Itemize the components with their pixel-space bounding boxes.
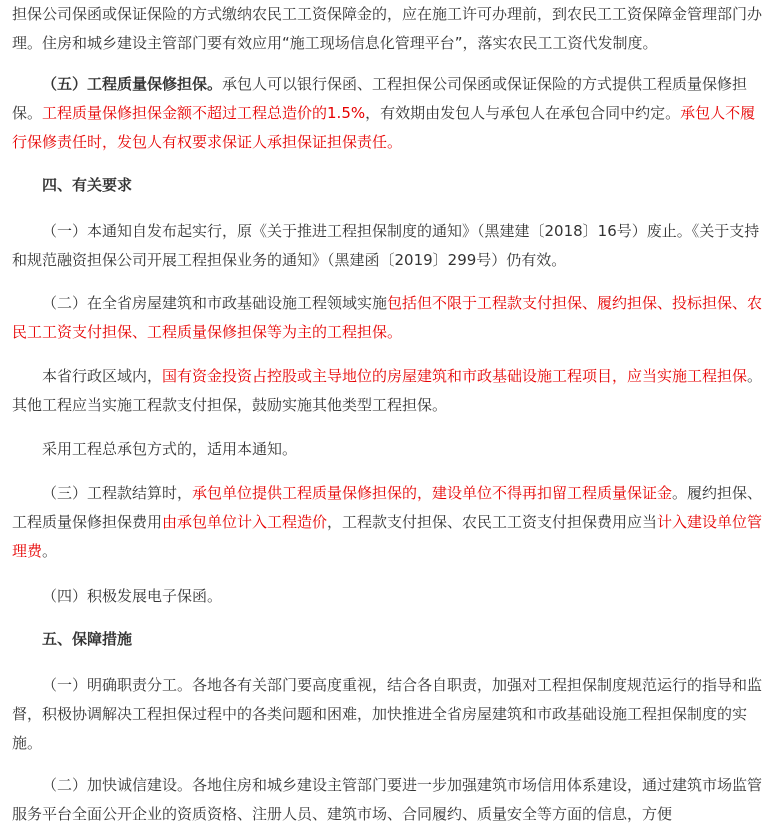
text-span: 采用工程总承包方式的，适用本通知。 xyxy=(42,440,298,458)
text-span: （二）加快诚信建设。各地住房和城乡建设主管部门要进一步加强建筑市场信用体系建设，通过建筑市场监管服务平台全面公开企业的资质资格、注册人员、建筑市场、合同履约、质量安全等方面的信息，方便 xyxy=(12,776,763,823)
text-span: 本省行政区域内， xyxy=(42,367,163,385)
paragraph-requirement-one xyxy=(12,217,770,275)
paragraph-quality-warranty-guarantee xyxy=(12,70,770,157)
highlight-text: 承包人不履行保修责任时，发包人有权要求保证人承担保证担保责任。 xyxy=(12,104,756,151)
text-span: （四）积极发展电子保函。 xyxy=(42,587,223,605)
paragraph-requirement-two xyxy=(12,289,770,347)
section-heading-requirements: 四、有关要求 xyxy=(42,176,133,194)
text-span: ，有效期由发包人与承包人在承包合同中约定。 xyxy=(365,104,681,122)
highlight-text: 计入建设单位管理费 xyxy=(12,513,763,560)
paragraph-safeguard-one xyxy=(12,671,770,758)
section-heading-safeguards: 五、保障措施 xyxy=(42,630,133,648)
highlight-text: 国有资金投资占控股或主导地位的房屋建筑和市政基础设施工程项目，应当实施工程担保 xyxy=(162,367,748,385)
text-span: （二）在全省房屋建筑和市政基础设施工程领域实施 xyxy=(42,294,388,312)
text-span: 担保公司保函或保证保险的方式缴纳农民工工资保障金的，应在施工许可办理前，到农民工工资保障金管理部门办理。住房和城乡建设主管部门要有效应用“施工现场信息化管理平台”，落实农民工工资代发制度。 xyxy=(12,5,763,52)
text-span: （一）明确职责分工。各地各有关部门要高度重视，结合各自职责，加强对工程担保制度规范运行的指导和监督，积极协调解决工程担保过程中的各类问题和困难，加快推进全省房屋建筑和市政基础设施工程担保制度的实施。 xyxy=(12,676,763,752)
text-span: （三）工程款结算时， xyxy=(42,484,193,502)
paragraph-requirement-four xyxy=(12,582,770,611)
section-five-title: （五）工程质量保修担保。 xyxy=(42,75,223,93)
highlight-text: 包括但不限于工程款支付担保、履约担保、投标担保、农民工工资支付担保、工程质量保修担保等为主的工程担保。 xyxy=(12,294,763,341)
paragraph-scope xyxy=(12,362,770,420)
text-span: 承包人可以银行保函、工程担保公司保函或保证保险的方式提供工程质量保修担保。 xyxy=(12,75,748,122)
text-span: 。其他工程应当实施工程款支付担保，鼓励实施其他类型工程担保。 xyxy=(12,367,763,414)
text-span: 。 xyxy=(42,542,58,560)
paragraph-epc-applicability xyxy=(12,435,770,464)
paragraph-wage-guarantee-continued xyxy=(12,0,770,58)
highlight-text: 由承包单位计入工程造价 xyxy=(162,513,328,531)
paragraph-safeguard-two xyxy=(12,771,770,827)
paragraph-requirement-three xyxy=(12,479,770,566)
highlight-text: 工程质量保修担保金额不超过工程总造价的1.5% xyxy=(42,104,366,122)
highlight-text: 承包单位提供工程质量保修担保的，建设单位不得再扣留工程质量保证金 xyxy=(192,484,673,502)
text-span: 。履约担保、工程质量保修担保费用 xyxy=(12,484,763,531)
text-span: （一）本通知自发布起实行，原《关于推进工程担保制度的通知》（黑建建〔2018〕16号）废止。《关于支持和规范融资担保公司开展工程担保业务的通知》（黑建函〔2019〕299号）仍有效。 xyxy=(12,222,760,269)
text-span: ，工程款支付担保、农民工工资支付担保费用应当 xyxy=(327,513,658,531)
